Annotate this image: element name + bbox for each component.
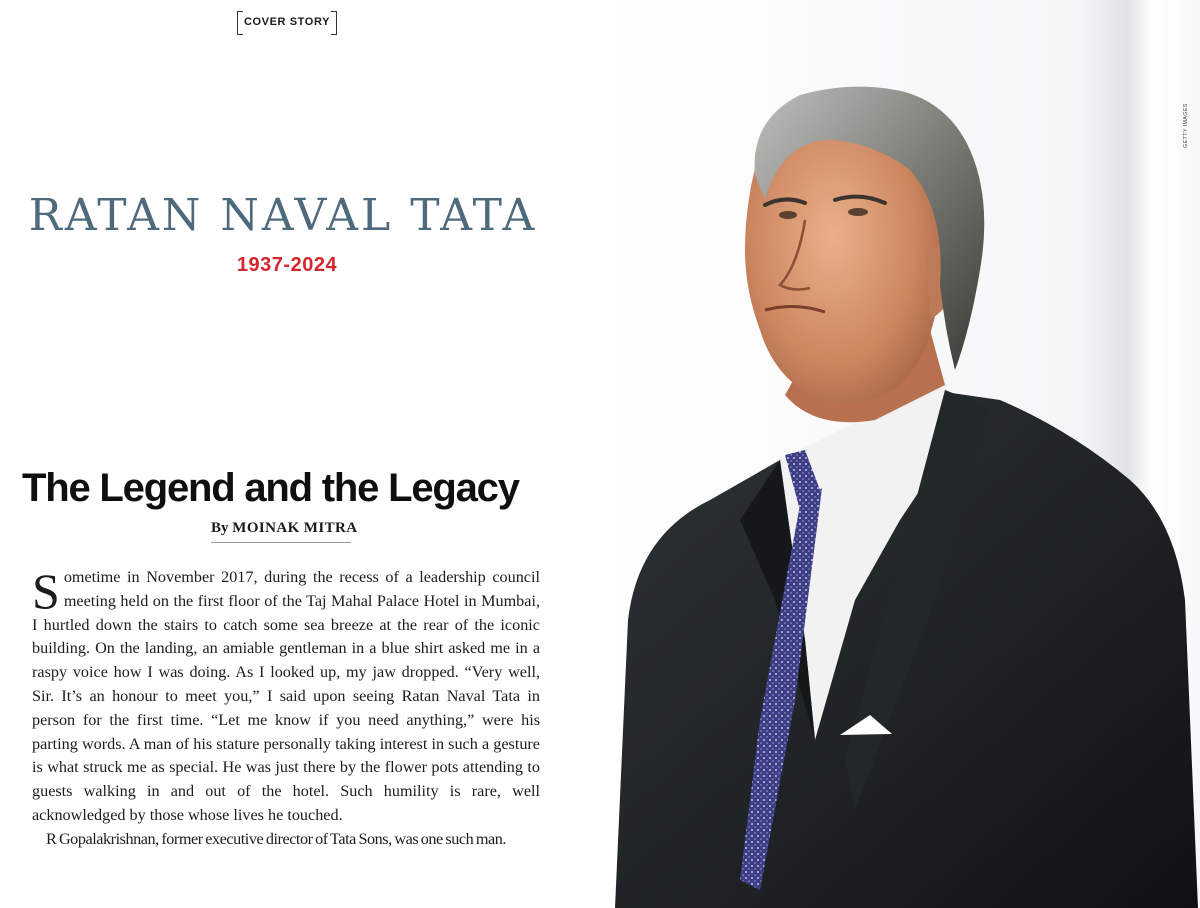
- byline: [211, 520, 358, 543]
- article-body: [32, 563, 540, 852]
- name-title: RATAN NAVAL TATA: [28, 190, 538, 241]
- photo-credit: GETTY IMAGES: [1183, 103, 1189, 148]
- section-tag: COVER STORY: [237, 11, 337, 33]
- headline: The Legend and the Legacy: [22, 466, 519, 510]
- paragraph-2: R Gopalakrishnan, former executive director of Tata Sons, was one such man.: [46, 829, 506, 848]
- paragraph-1: [32, 563, 540, 828]
- drop-cap: S: [32, 563, 60, 619]
- portrait-photo: [600, 0, 1200, 908]
- byline-author: MOINAK MITRA: [232, 520, 358, 536]
- years: 1937-2024: [236, 254, 338, 276]
- paragraph-1-text: ometime in November 2017, during the recess of a leadership council meeting held on the first floor of the Taj Mahal Palace Hotel in Mumbai, I hurtled down the stairs to catch some sea breeze at the rear of the iconic building. On the landing, an amiable gentleman in a blue shirt asked me in a raspy voice how I was doing. As I looked up, my jaw dropped. “Very well, Sir. It’s an honour to meet you,” I said upon seeing Ratan Naval Tata in person for the first time. “Let me know if you need anything,” were his parting words. A man of his stature personally taking interest in such a gesture is what struck me as special. He was just there by the flower pots attending to guests walking in and out of the hotel. Such humility is rare, well acknowledged by those whose lives he touched.: [32, 568, 540, 824]
- byline-prefix: By: [211, 520, 229, 536]
